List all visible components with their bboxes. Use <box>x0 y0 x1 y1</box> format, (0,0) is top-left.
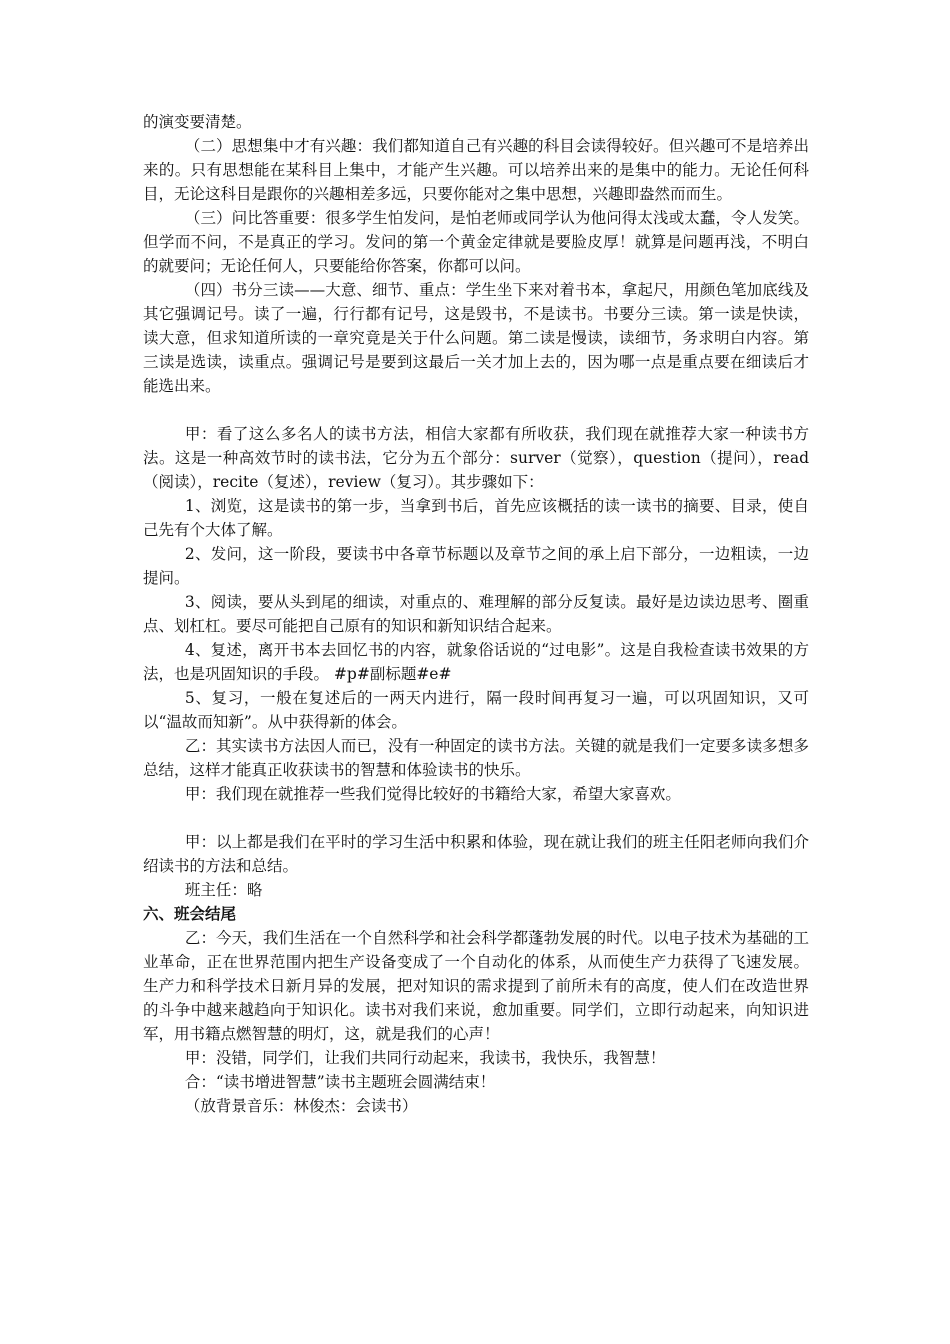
paragraph-step-review: 5、复习，一般在复述后的一两天内进行，隔一段时间再复习一遍，可以巩固知识，又可以“温故而知新”。从中获得新的体会。 <box>143 689 809 731</box>
paragraph-jia-teacher-intro: 甲：以上都是我们在平时的学习生活中积累和体验，现在就让我们的班主任阳老师向我们介绍读书的方法和总结。 <box>143 833 809 875</box>
paragraph-background-music: （放背景音乐：林俊杰：会读书） <box>184 1097 418 1115</box>
section-heading-closing: 六、班会结尾 <box>143 905 237 923</box>
paragraph-three-readings: （四）书分三读——大意、细节、重点：学生坐下来对着书本，拿起尺，用颜色笔加底线及其它强调记号。读了一遍，行行都有记号，这是毁书，不是读书。书要分三读。第一读是快读，读大意，但求知道所读的一章究竟是关于什么问题。第二读是慢读，读细节，务求明白内容。第三读是选读，读重点。强调记号是要到这最后一关才加上去的，因为哪一点是重点要在细读后才能选出来。 <box>143 281 809 395</box>
paragraph-concentration-interest: （二）思想集中才有兴趣：我们都知道自己有兴趣的科目会读得较好。但兴趣可不是培养出来的。只有思想能在某科目上集中，才能产生兴趣。可以培养出来的是集中的能力。无论任何科目，无论这科目是跟你的兴趣相差多远，只要你能对之集中思想，兴趣即盎然而而生。 <box>143 137 809 203</box>
document-page <box>143 110 809 1118</box>
paragraph-together-ending: 合：“读书增进智慧”读书主题班会圆满结束！ <box>184 1073 496 1091</box>
paragraph-step-browse: 1、浏览，这是读书的第一步，当拿到书后，首先应该概括的读一读书的摘要、目录，使自己先有个大体了解。 <box>143 497 809 539</box>
paragraph-spacer <box>143 806 809 830</box>
paragraph-teacher: 班主任：略 <box>184 881 263 899</box>
paragraph-step-question: 2、发问，这一阶段，要读书中各章节标题以及章节之间的承上启下部分，一边粗读，一边提问。 <box>143 545 809 587</box>
paragraph-yi-reading-methods: 乙：其实读书方法因人而已，没有一种固定的读书方法。关键的就是我们一定要多读多想多总结，这样才能真正收获读书的智慧和体验读书的快乐。 <box>143 737 809 779</box>
paragraph-asking-questions: （三）问比答重要：很多学生怕发问，是怕老师或同学认为他问得太浅或太蠢，令人发笑。但学而不问，不是真正的学习。发问的第一个黄金定律就是要脸皮厚！就算是问题再浅，不明白的就要问；无论任何人，只要能给你答案，你都可以问。 <box>143 209 809 275</box>
paragraph-sq3r-intro: 甲：看了这么多名人的读书方法，相信大家都有所收获，我们现在就推荐大家一种读书方法。这是一种高效节时的读书法，它分为五个部分：surver（觉察），question（提问），read（阅读），recite（复述），review（复习）。其步骤如下： <box>143 425 809 491</box>
paragraph-jia-closing: 甲：没错，同学们，让我们共同行动起来，我读书，我快乐，我智慧！ <box>184 1049 666 1067</box>
paragraph-spacer <box>143 398 809 422</box>
paragraph-step-read: 3、阅读，要从头到尾的细读，对重点的、难理解的部分反复读。最好是边读边思考、圈重点、划杠杠。要尽可能把自己原有的知识和新知识结合起来。 <box>143 593 809 635</box>
paragraph-evolution-end: 的演变要清楚。 <box>143 113 252 131</box>
paragraph-yi-closing: 乙：今天，我们生活在一个自然科学和社会科学都蓬勃发展的时代。以电子技术为基础的工业革命，正在世界范围内把生产设备变成了一个自动化的体系，从而使生产力获得了飞速发展。生产力和科学技术日新月异的发展，把对知识的需求提到了前所未有的高度，使人们在改造世界的斗争中越来越趋向于知识化。读书对我们来说，愈加重要。同学们，立即行动起来，向知识进军，用书籍点燃智慧的明灯，这，就是我们的心声！ <box>143 929 809 1043</box>
paragraph-step-recite: 4、复述，离开书本去回忆书的内容，就象俗话说的“过电影”。这是自我检查读书效果的方法，也是巩固知识的手段。 #p#副标题#e# <box>143 641 809 683</box>
paragraph-jia-recommend-books: 甲：我们现在就推荐一些我们觉得比较好的书籍给大家，希望大家喜欢。 <box>184 785 681 803</box>
